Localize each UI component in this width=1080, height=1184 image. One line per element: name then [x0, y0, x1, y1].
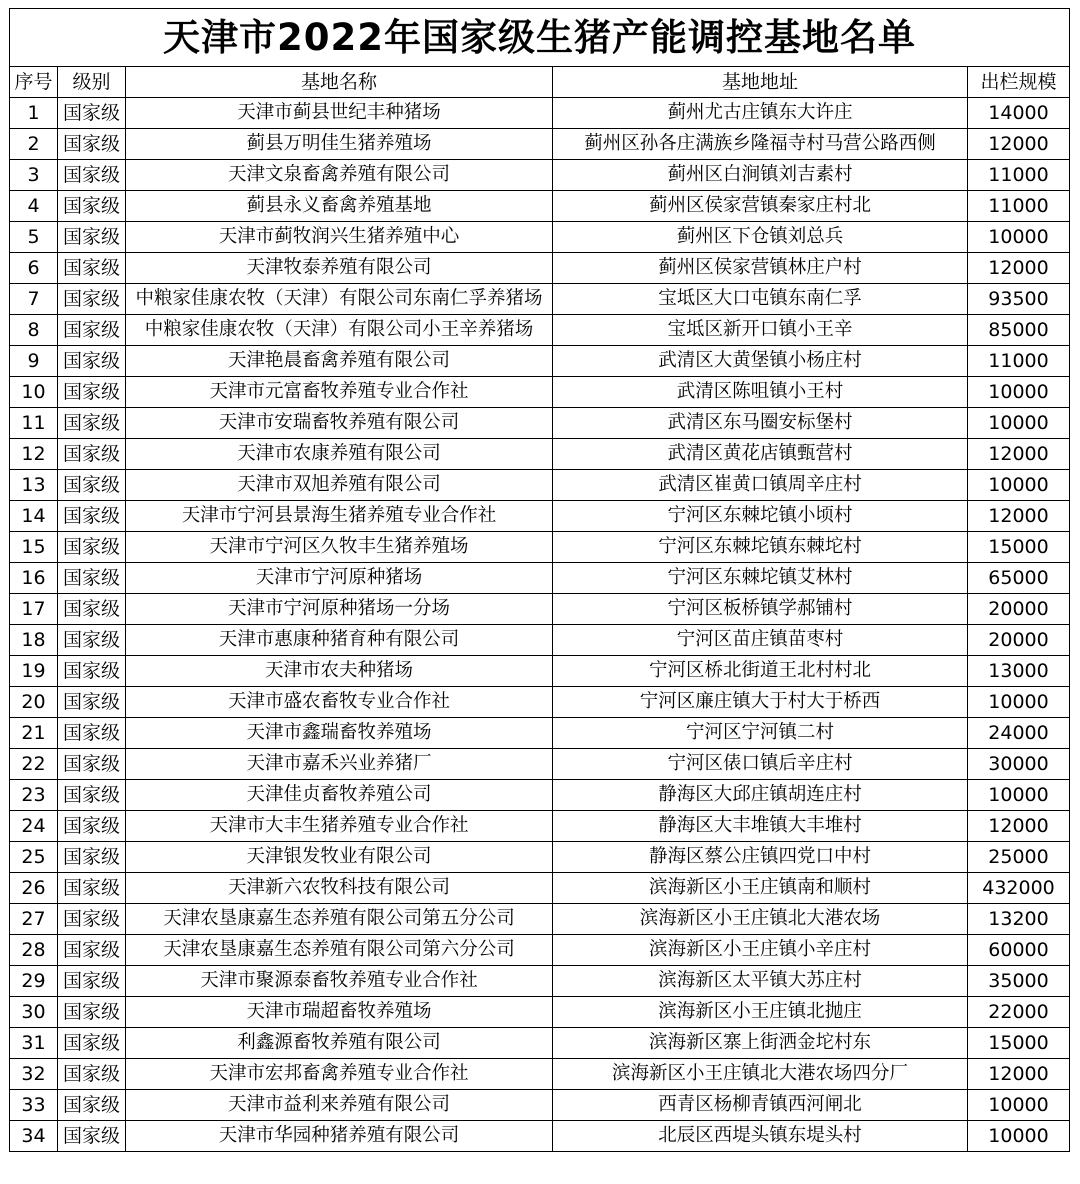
table-row	[10, 718, 1070, 749]
table-row	[10, 935, 1070, 966]
table-row	[10, 563, 1070, 594]
cell-level: 国家级	[58, 656, 126, 687]
cell-capacity: 12000	[968, 1059, 1070, 1090]
cell-base-name: 天津市益利来养殖有限公司	[126, 1090, 553, 1121]
table-row	[10, 1121, 1070, 1152]
cell-index: 17	[10, 594, 58, 625]
cell-index: 11	[10, 408, 58, 439]
cell-index: 10	[10, 377, 58, 408]
cell-capacity: 10000	[968, 1121, 1070, 1152]
cell-index: 25	[10, 842, 58, 873]
cell-capacity: 432000	[968, 873, 1070, 904]
cell-capacity: 13000	[968, 656, 1070, 687]
cell-index: 33	[10, 1090, 58, 1121]
cell-base-name: 天津市蓟县世纪丰种猪场	[126, 98, 553, 129]
table-row	[10, 966, 1070, 997]
cell-index: 27	[10, 904, 58, 935]
cell-base-address: 宁河区俵口镇后辛庄村	[553, 749, 968, 780]
cell-index: 30	[10, 997, 58, 1028]
cell-capacity: 12000	[968, 439, 1070, 470]
table-row	[10, 315, 1070, 346]
spreadsheet	[9, 8, 1069, 1152]
cell-capacity: 10000	[968, 222, 1070, 253]
cell-index: 12	[10, 439, 58, 470]
cell-capacity: 11000	[968, 160, 1070, 191]
cell-base-address: 宁河区东棘坨镇东棘坨村	[553, 532, 968, 563]
cell-index: 15	[10, 532, 58, 563]
cell-capacity: 11000	[968, 191, 1070, 222]
header-capacity: 出栏规模	[968, 67, 1070, 98]
table-row	[10, 470, 1070, 501]
cell-index: 34	[10, 1121, 58, 1152]
cell-base-address: 宁河区桥北街道王北村村北	[553, 656, 968, 687]
cell-base-name: 天津市宁河区久牧丰生猪养殖场	[126, 532, 553, 563]
header-level: 级别	[58, 67, 126, 98]
cell-base-address: 宁河区东棘坨镇艾林村	[553, 563, 968, 594]
cell-level: 国家级	[58, 346, 126, 377]
cell-base-name: 天津市农夫种猪场	[126, 656, 553, 687]
cell-index: 26	[10, 873, 58, 904]
cell-base-name: 天津文泉畜禽养殖有限公司	[126, 160, 553, 191]
table-row	[10, 1028, 1070, 1059]
cell-level: 国家级	[58, 501, 126, 532]
cell-index: 5	[10, 222, 58, 253]
cell-capacity: 85000	[968, 315, 1070, 346]
cell-level: 国家级	[58, 842, 126, 873]
table-row	[10, 284, 1070, 315]
cell-base-name: 天津市宏邦畜禽养殖专业合作社	[126, 1059, 553, 1090]
header-name: 基地名称	[126, 67, 553, 98]
cell-base-address: 蓟州区孙各庄满族乡隆福寺村马营公路西侧	[553, 129, 968, 160]
cell-base-name: 利鑫源畜牧养殖有限公司	[126, 1028, 553, 1059]
table-row	[10, 346, 1070, 377]
cell-base-address: 宁河区苗庄镇苗枣村	[553, 625, 968, 656]
cell-level: 国家级	[58, 687, 126, 718]
table-row	[10, 842, 1070, 873]
table-row	[10, 687, 1070, 718]
cell-base-address: 武清区崔黄口镇周辛庄村	[553, 470, 968, 501]
cell-base-address: 蓟州区下仓镇刘总兵	[553, 222, 968, 253]
cell-capacity: 65000	[968, 563, 1070, 594]
cell-index: 8	[10, 315, 58, 346]
cell-capacity: 22000	[968, 997, 1070, 1028]
cell-level: 国家级	[58, 129, 126, 160]
cell-level: 国家级	[58, 935, 126, 966]
cell-base-name: 蓟县万明佳生猪养殖场	[126, 129, 553, 160]
cell-index: 13	[10, 470, 58, 501]
cell-capacity: 35000	[968, 966, 1070, 997]
page-title: 天津市2022年国家级生猪产能调控基地名单	[10, 9, 1070, 67]
table-row	[10, 98, 1070, 129]
cell-level: 国家级	[58, 191, 126, 222]
cell-capacity: 24000	[968, 718, 1070, 749]
cell-level: 国家级	[58, 377, 126, 408]
cell-level: 国家级	[58, 1059, 126, 1090]
table-row	[10, 222, 1070, 253]
cell-base-name: 天津市大丰生猪养殖专业合作社	[126, 811, 553, 842]
cell-base-address: 滨海新区寨上街洒金坨村东	[553, 1028, 968, 1059]
cell-base-address: 滨海新区小王庄镇小辛庄村	[553, 935, 968, 966]
cell-capacity: 11000	[968, 346, 1070, 377]
cell-index: 3	[10, 160, 58, 191]
cell-capacity: 93500	[968, 284, 1070, 315]
cell-level: 国家级	[58, 1121, 126, 1152]
cell-capacity: 10000	[968, 408, 1070, 439]
cell-base-address: 静海区大邱庄镇胡连庄村	[553, 780, 968, 811]
cell-index: 22	[10, 749, 58, 780]
cell-index: 14	[10, 501, 58, 532]
cell-base-name: 天津农垦康嘉生态养殖有限公司第六分公司	[126, 935, 553, 966]
table-row	[10, 439, 1070, 470]
header-index: 序号	[10, 67, 58, 98]
cell-level: 国家级	[58, 160, 126, 191]
cell-index: 24	[10, 811, 58, 842]
cell-level: 国家级	[58, 253, 126, 284]
cell-level: 国家级	[58, 904, 126, 935]
cell-base-address: 滨海新区小王庄镇北大港农场四分厂	[553, 1059, 968, 1090]
cell-capacity: 12000	[968, 811, 1070, 842]
cell-level: 国家级	[58, 749, 126, 780]
cell-index: 29	[10, 966, 58, 997]
cell-capacity: 12000	[968, 253, 1070, 284]
cell-capacity: 10000	[968, 377, 1070, 408]
table-row	[10, 377, 1070, 408]
cell-level: 国家级	[58, 1028, 126, 1059]
cell-base-address: 滨海新区太平镇大苏庄村	[553, 966, 968, 997]
cell-base-name: 天津市华园种猪养殖有限公司	[126, 1121, 553, 1152]
cell-level: 国家级	[58, 532, 126, 563]
cell-base-address: 静海区蔡公庄镇四党口中村	[553, 842, 968, 873]
cell-base-address: 武清区大黄堡镇小杨庄村	[553, 346, 968, 377]
cell-index: 21	[10, 718, 58, 749]
cell-base-name: 天津市聚源泰畜牧养殖专业合作社	[126, 966, 553, 997]
cell-base-address: 蓟州区白涧镇刘吉素村	[553, 160, 968, 191]
cell-base-name: 天津市嘉禾兴业养猪厂	[126, 749, 553, 780]
cell-base-name: 天津银发牧业有限公司	[126, 842, 553, 873]
cell-level: 国家级	[58, 470, 126, 501]
cell-base-address: 蓟州区侯家营镇秦家庄村北	[553, 191, 968, 222]
cell-capacity: 10000	[968, 687, 1070, 718]
cell-capacity: 10000	[968, 1090, 1070, 1121]
cell-index: 32	[10, 1059, 58, 1090]
cell-level: 国家级	[58, 98, 126, 129]
table-row	[10, 501, 1070, 532]
table-row	[10, 625, 1070, 656]
cell-capacity: 60000	[968, 935, 1070, 966]
cell-base-name: 天津艳晨畜禽养殖有限公司	[126, 346, 553, 377]
table-row	[10, 532, 1070, 563]
cell-level: 国家级	[58, 408, 126, 439]
cell-base-address: 蓟州区侯家营镇林庄户村	[553, 253, 968, 284]
cell-base-name: 天津农垦康嘉生态养殖有限公司第五分公司	[126, 904, 553, 935]
cell-base-name: 天津市盛农畜牧专业合作社	[126, 687, 553, 718]
cell-capacity: 10000	[968, 470, 1070, 501]
cell-index: 7	[10, 284, 58, 315]
cell-base-name: 天津市惠康种猪育种有限公司	[126, 625, 553, 656]
cell-index: 6	[10, 253, 58, 284]
cell-index: 31	[10, 1028, 58, 1059]
cell-base-name: 天津市瑞超畜牧养殖场	[126, 997, 553, 1028]
cell-index: 2	[10, 129, 58, 160]
cell-base-name: 天津市蓟牧润兴生猪养殖中心	[126, 222, 553, 253]
cell-capacity: 12000	[968, 129, 1070, 160]
cell-index: 9	[10, 346, 58, 377]
cell-capacity: 15000	[968, 532, 1070, 563]
cell-index: 18	[10, 625, 58, 656]
cell-base-address: 宝坻区新开口镇小王辛	[553, 315, 968, 346]
cell-level: 国家级	[58, 594, 126, 625]
cell-base-name: 天津市宁河县景海生猪养殖专业合作社	[126, 501, 553, 532]
table-row	[10, 191, 1070, 222]
cell-level: 国家级	[58, 563, 126, 594]
cell-capacity: 12000	[968, 501, 1070, 532]
cell-base-name: 天津新六农牧科技有限公司	[126, 873, 553, 904]
cell-index: 19	[10, 656, 58, 687]
cell-base-name: 中粮家佳康农牧（天津）有限公司东南仁孚养猪场	[126, 284, 553, 315]
table-row	[10, 873, 1070, 904]
header-row	[10, 67, 1070, 98]
cell-index: 23	[10, 780, 58, 811]
cell-capacity: 15000	[968, 1028, 1070, 1059]
table-row	[10, 997, 1070, 1028]
cell-base-name: 天津佳贞畜牧养殖公司	[126, 780, 553, 811]
cell-base-name: 天津市元富畜牧养殖专业合作社	[126, 377, 553, 408]
cell-capacity: 25000	[968, 842, 1070, 873]
cell-base-name: 天津市宁河原种猪场一分场	[126, 594, 553, 625]
cell-index: 20	[10, 687, 58, 718]
cell-base-address: 宝坻区大口屯镇东南仁孚	[553, 284, 968, 315]
table-row	[10, 408, 1070, 439]
cell-base-name: 天津市鑫瑞畜牧养殖场	[126, 718, 553, 749]
table-row	[10, 656, 1070, 687]
cell-level: 国家级	[58, 966, 126, 997]
table-row	[10, 749, 1070, 780]
cell-capacity: 13200	[968, 904, 1070, 935]
table-row	[10, 160, 1070, 191]
cell-capacity: 20000	[968, 594, 1070, 625]
cell-base-address: 宁河区板桥镇学郝铺村	[553, 594, 968, 625]
cell-level: 国家级	[58, 873, 126, 904]
cell-base-address: 武清区东马圈安标堡村	[553, 408, 968, 439]
table-row	[10, 129, 1070, 160]
cell-base-address: 西青区杨柳青镇西河闸北	[553, 1090, 968, 1121]
cell-level: 国家级	[58, 718, 126, 749]
cell-base-name: 天津市安瑞畜牧养殖有限公司	[126, 408, 553, 439]
cell-capacity: 10000	[968, 780, 1070, 811]
cell-level: 国家级	[58, 1090, 126, 1121]
cell-index: 1	[10, 98, 58, 129]
table-row	[10, 811, 1070, 842]
cell-base-name: 天津市农康养殖有限公司	[126, 439, 553, 470]
cell-base-address: 滨海新区小王庄镇南和顺村	[553, 873, 968, 904]
header-address: 基地地址	[553, 67, 968, 98]
cell-base-name: 中粮家佳康农牧（天津）有限公司小王辛养猪场	[126, 315, 553, 346]
cell-base-address: 蓟州尤古庄镇东大许庄	[553, 98, 968, 129]
cell-level: 国家级	[58, 315, 126, 346]
cell-index: 16	[10, 563, 58, 594]
cell-index: 4	[10, 191, 58, 222]
cell-base-address: 宁河区宁河镇二村	[553, 718, 968, 749]
cell-capacity: 30000	[968, 749, 1070, 780]
cell-base-address: 宁河区东棘坨镇小顷村	[553, 501, 968, 532]
cell-base-name: 天津市双旭养殖有限公司	[126, 470, 553, 501]
table-row	[10, 1059, 1070, 1090]
cell-base-address: 武清区陈咀镇小王村	[553, 377, 968, 408]
cell-capacity: 14000	[968, 98, 1070, 129]
table-row	[10, 594, 1070, 625]
table-row	[10, 780, 1070, 811]
cell-base-address: 滨海新区小王庄镇北大港农场	[553, 904, 968, 935]
table-row	[10, 904, 1070, 935]
base-list-table	[9, 8, 1070, 1152]
cell-base-name: 天津牧泰养殖有限公司	[126, 253, 553, 284]
cell-level: 国家级	[58, 284, 126, 315]
cell-capacity: 20000	[968, 625, 1070, 656]
cell-level: 国家级	[58, 811, 126, 842]
cell-level: 国家级	[58, 439, 126, 470]
cell-level: 国家级	[58, 222, 126, 253]
cell-base-address: 北辰区西堤头镇东堤头村	[553, 1121, 968, 1152]
table-row	[10, 253, 1070, 284]
cell-level: 国家级	[58, 780, 126, 811]
cell-level: 国家级	[58, 997, 126, 1028]
cell-base-address: 静海区大丰堆镇大丰堆村	[553, 811, 968, 842]
cell-base-address: 武清区黄花店镇甄营村	[553, 439, 968, 470]
cell-level: 国家级	[58, 625, 126, 656]
cell-base-name: 天津市宁河原种猪场	[126, 563, 553, 594]
cell-index: 28	[10, 935, 58, 966]
cell-base-address: 滨海新区小王庄镇北抛庄	[553, 997, 968, 1028]
cell-base-name: 蓟县永义畜禽养殖基地	[126, 191, 553, 222]
table-row	[10, 1090, 1070, 1121]
cell-base-address: 宁河区廉庄镇大于村大于桥西	[553, 687, 968, 718]
